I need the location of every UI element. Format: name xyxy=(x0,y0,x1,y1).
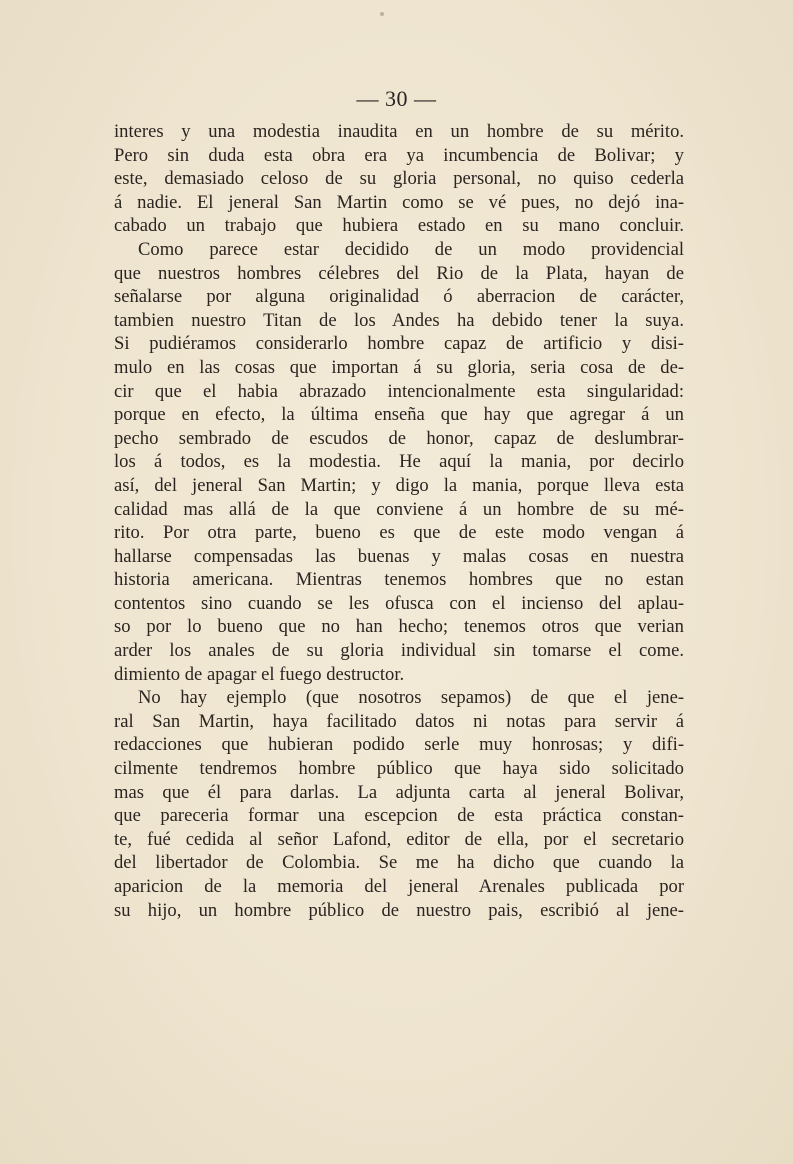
text-line: señalarse por alguna originalidad ó aberracion de carácter, xyxy=(114,286,685,308)
text-line: hallarse compensadas las buenas y malas cosas en nuestra xyxy=(114,545,684,567)
text-line: mas que él para darlas. La adjunta carta al jeneral Bolivar, xyxy=(114,781,684,803)
text-line: cir que el habia abrazado intencionalmente esta singularidad: xyxy=(114,380,685,402)
text-line: cilmente tendremos hombre público que haya sido solicitado xyxy=(114,758,684,780)
text-line: su hijo, un hombre público de nuestro pais, escribió al jene- xyxy=(114,899,684,921)
text-line: pecho sembrado de escudos de honor, capaz de deslumbrar- xyxy=(114,427,684,449)
paper-speck xyxy=(380,12,384,16)
text-line: rito. Por otra parte, bueno es que de este modo vengan á xyxy=(114,522,685,544)
text-line: te, fué cedida al señor Lafond, editor de ella, por el secretario xyxy=(114,828,684,850)
page-number: — 30 — xyxy=(356,86,437,111)
text-line: cabado un trabajo que hubiera estado en su mano concluir. xyxy=(114,215,685,237)
text-line: ral San Martin, haya facilitado datos ni notas para servir á xyxy=(114,710,684,732)
text-line: calidad mas allá de la que conviene á un hombre de su mé- xyxy=(114,498,684,520)
text-line: Pero sin duda esta obra era ya incumbencia de Bolivar; y xyxy=(114,144,684,166)
text-line: dimiento de apagar el fuego destructor. xyxy=(114,663,405,685)
text-line: Si pudiéramos considerarlo hombre capaz de artificio y disi- xyxy=(114,333,685,355)
body-text xyxy=(114,120,684,922)
text-line: arder los anales de su gloria individual sin tomarse el come. xyxy=(114,640,684,662)
text-line: así, del jeneral San Martin; y digo la mania, porque lleva esta xyxy=(114,474,684,496)
text-line: so por lo bueno que no han hecho; tenemos otros que verian xyxy=(114,616,684,638)
text-line: á nadie. El jeneral San Martin como se vé pues, no dejó ina- xyxy=(114,191,685,213)
text-line: que nuestros hombres célebres del Rio de la Plata, hayan de xyxy=(114,262,684,284)
text-line: los á todos, es la modestia. He aquí la mania, por decirlo xyxy=(114,451,685,473)
text-line: aparicion de la memoria del jeneral Arenales publicada por xyxy=(114,876,685,897)
text-line: mulo en las cosas que importan á su gloria, seria cosa de de- xyxy=(114,356,685,378)
text-line: que pareceria formar una escepcion de esta práctica constan- xyxy=(114,805,684,827)
text-line: Como parece estar decidido de un modo providencial xyxy=(138,238,685,260)
text-line: del libertador de Colombia. Se me ha dicho que cuando la xyxy=(114,852,684,874)
text-line: contentos sino cuando se les ofusca con el incienso del aplau- xyxy=(114,592,685,614)
text-line: redacciones que hubieran podido serle muy honrosas; y difi- xyxy=(114,734,685,756)
text-line: interes y una modestia inaudita en un hombre de su mérito. xyxy=(114,121,685,142)
text-line: este, demasiado celoso de su gloria personal, no quiso cederla xyxy=(114,168,685,190)
text-line: tambien nuestro Titan de los Andes ha debido tener la suya. xyxy=(114,309,684,331)
text-line: historia americana. Mientras tenemos hombres que no estan xyxy=(114,569,684,591)
text-line: No hay ejemplo (que nosotros sepamos) de que el jene- xyxy=(138,687,685,709)
text-line: porque en efecto, la última enseña que hay que agregar á un xyxy=(114,404,684,426)
